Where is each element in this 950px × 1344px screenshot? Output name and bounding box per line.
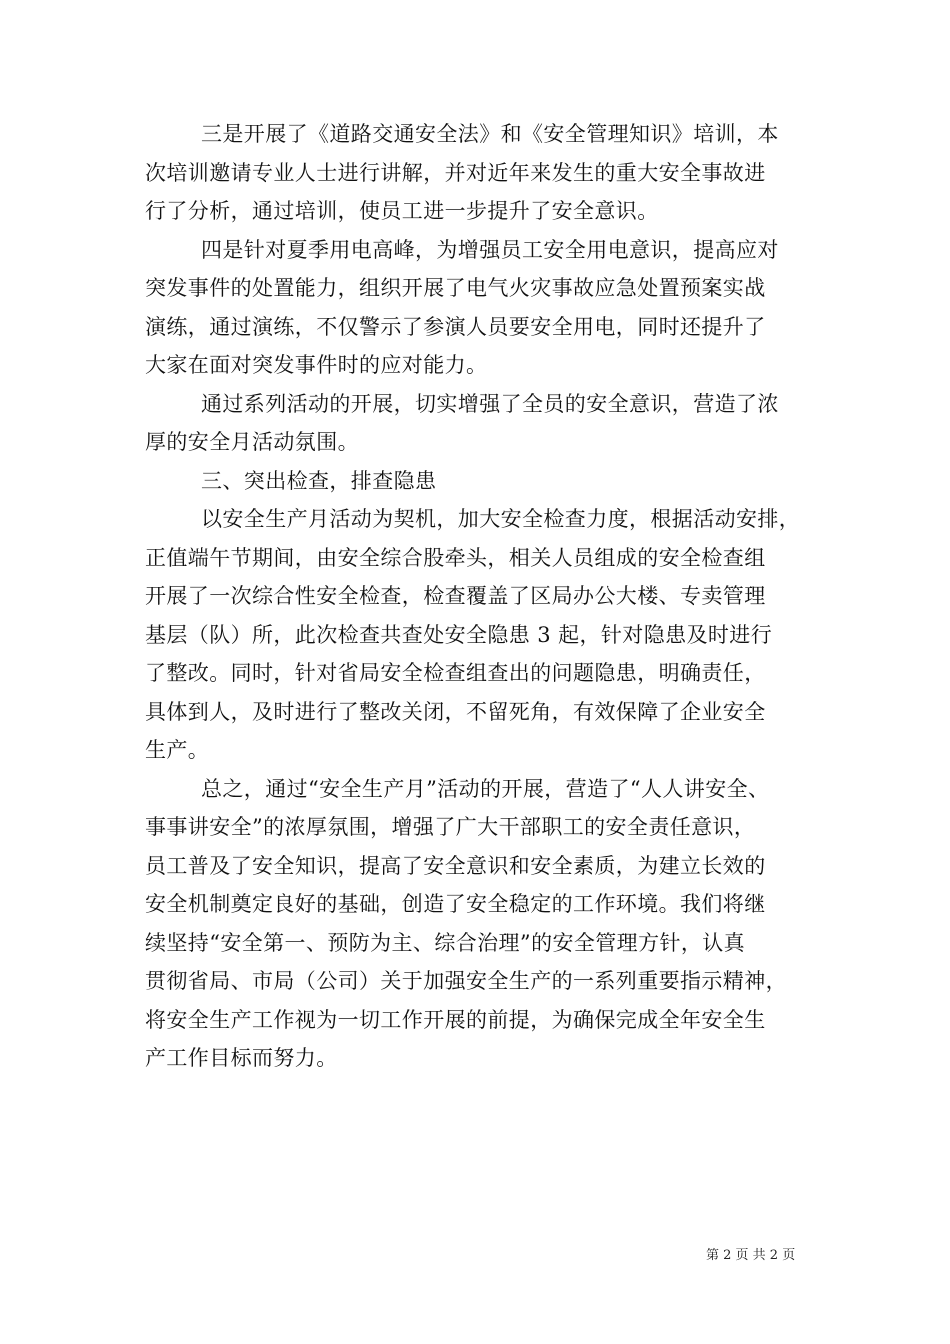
text-line: 具体到人，及时进行了整改关闭，不留死角，有效保障了企业安全	[145, 699, 766, 724]
text-line: 安全机制奠定良好的基础，创造了安全稳定的工作环境。我们将继	[145, 892, 766, 916]
text-line: 突发事件的处置能力，组织开展了电气火灾事故应急处置预案实战	[145, 276, 766, 300]
text-line: 生产。	[145, 738, 210, 762]
page-number: 第 2 页 共 2 页	[706, 1248, 796, 1263]
text-line: 厚的安全月活动氛围。	[145, 430, 359, 454]
text-line: 基层（队）所，此次检查共查处安全隐患 3 起，针对隐患及时进行	[145, 622, 773, 647]
text-line: 正值端午节期间，由安全综合股牵头，相关人员组成的安全检查组	[145, 545, 766, 570]
text-line: 贯彻省局、市局（公司）关于加强安全生产的一系列重要指示精神，	[145, 969, 787, 993]
text-line: 续坚持“安全第一、预防为主、综合治理”的安全管理方针，认真	[145, 930, 746, 955]
text-line: 产工作目标而努力。	[145, 1046, 338, 1070]
text-line: 员工普及了安全知识，提高了安全意识和安全素质，为建立长效的	[145, 853, 766, 878]
document-body	[145, 115, 813, 1078]
text-line: 开展了一次综合性安全检查，检查覆盖了区局办公大楼、专卖管理	[145, 584, 766, 608]
text-line: 三、突出检查，排查隐患	[201, 468, 437, 493]
text-line: 三是开展了《道路交通安全法》和《安全管理知识》培训，本	[201, 122, 779, 146]
text-line: 了整改。同时，针对省局安全检查组查出的问题隐患，明确责任，	[145, 661, 766, 685]
text-line: 事事讲安全”的浓厚氛围，增强了广大干部职工的安全责任意识，	[145, 815, 756, 839]
text-line: 行了分析，通过培训，使员工进一步提升了安全意识。	[145, 199, 659, 223]
text-line: 总之，通过“安全生产月”活动的开展，营造了“人人讲安全、	[201, 776, 770, 801]
text-line: 四是针对夏季用电高峰，为增强员工安全用电意识，提高应对	[201, 237, 779, 262]
text-line: 演练，通过演练，不仅警示了参演人员要安全用电，同时还提升了	[145, 314, 766, 339]
text-line: 次培训邀请专业人士进行讲解，并对近年来发生的重大安全事故进	[145, 160, 766, 185]
text-line: 大家在面对突发事件时的应对能力。	[145, 353, 488, 377]
text-line: 通过系列活动的开展，切实增强了全员的安全意识，营造了浓	[201, 391, 779, 416]
text-line: 将安全生产工作视为一切工作开展的前提，为确保完成全年安全生	[145, 1007, 766, 1032]
text-line: 以安全生产月活动为契机，加大安全检查力度，根据活动安排，	[201, 507, 801, 531]
